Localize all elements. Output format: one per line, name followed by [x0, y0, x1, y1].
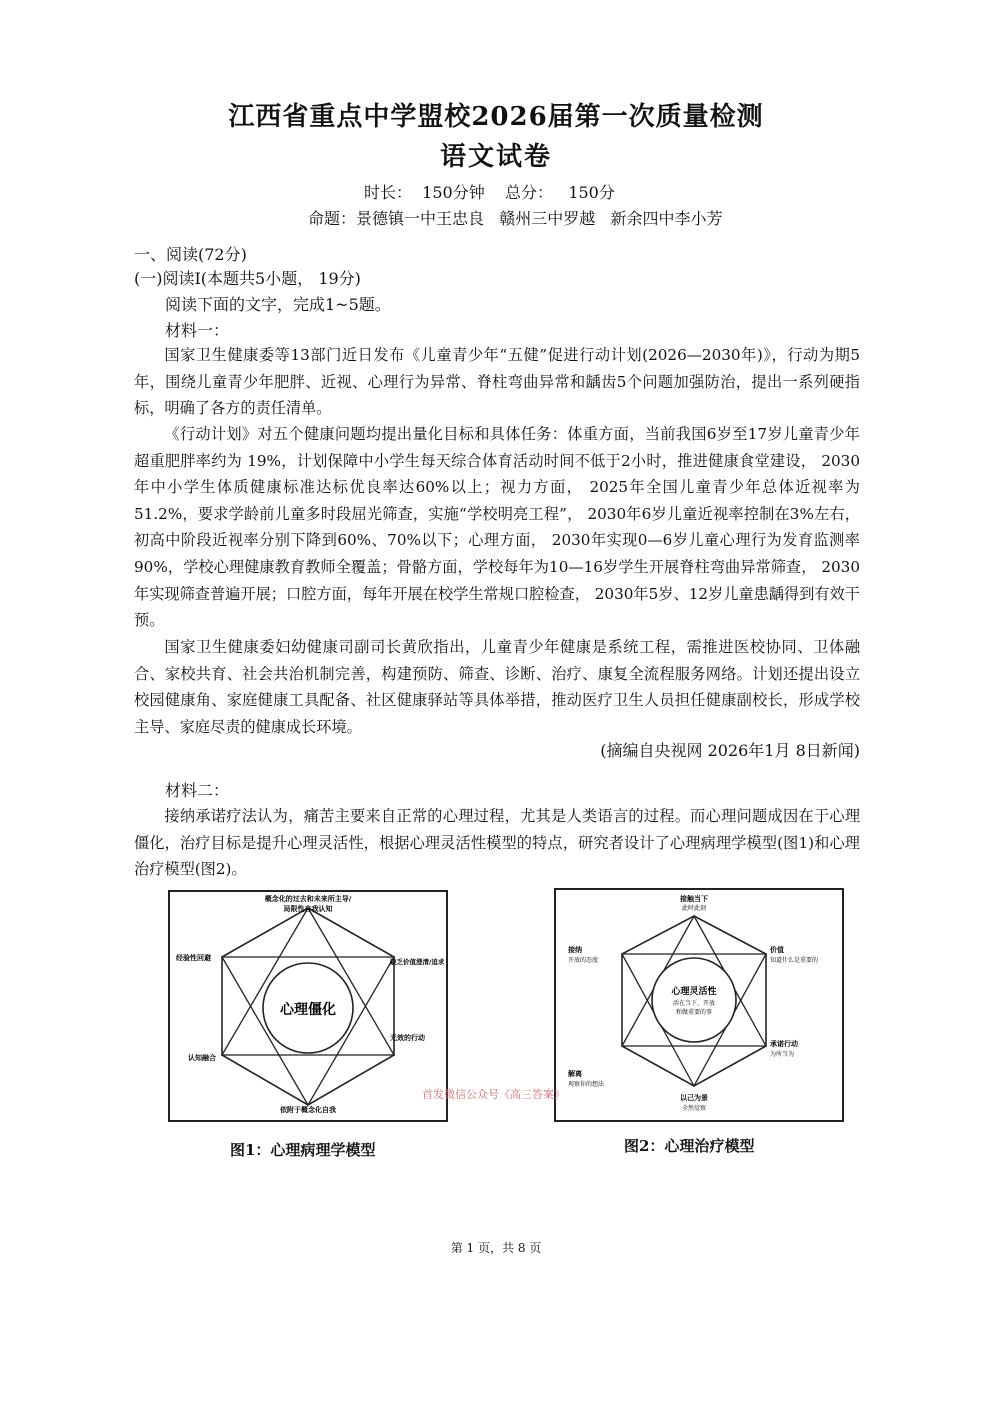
material-1-paragraph-1: 国家卫生健康委等13部门近日发布《儿童青少年“五健”促进行动计划(2026—2030年)》，行动为期5年，围绕儿童青少年肥胖、近视、心理行为异常、脊柱弯曲异常和龋齿5个问题加强防治，提出一系列硬指标，明确了各方的责任清单。 — [134, 346, 860, 418]
figure-2-caption: 图2：心理治疗模型 — [624, 1137, 755, 1155]
exam-duration: 时长： 150分钟 总分： 150分 — [364, 183, 615, 202]
figure-2-bottom-title: 以己为景 — [680, 1094, 708, 1102]
figure-1-top-label-2: 局限性自我认知 — [283, 905, 333, 913]
exam-authors: 命题：景德镇一中王忠良 赣州三中罗越 新余四中李小芳 — [308, 209, 723, 228]
figure-1-top-label-1: 概念化的过去和未来所主导/ — [264, 895, 352, 903]
figure-2-top-title: 接触当下 — [680, 895, 708, 903]
figure-1-caption: 图1：心理病理学模型 — [230, 1141, 376, 1159]
figure-2-bottom-sub: 全然觉察 — [681, 1105, 707, 1112]
material-1-source: (摘编自央视网 2026年1月 8日新闻) — [600, 741, 860, 760]
material-1-label: 材料一： — [165, 321, 230, 340]
figure-2-lower-left-title: 解离 — [568, 1070, 582, 1078]
figure-2-lower-right-sub: 为所当为 — [770, 1051, 795, 1058]
figure-1-upper-left-label: 经验性回避 — [176, 954, 211, 962]
figure-1-bottom-label: 依附于概念化自我 — [280, 1106, 336, 1114]
sub-section-heading: (一)阅读Ⅰ(本题共5小题， 19分) — [134, 269, 361, 288]
figure-2-upper-left-sub: 开放的态度 — [568, 957, 599, 964]
figure-2-upper-right-sub: 知道什么是重要的 — [770, 957, 819, 964]
figure-2-center-line-1: 活在当下，开放 — [672, 1000, 716, 1007]
figure-2-lower-right-title: 承诺行动 — [770, 1040, 798, 1048]
material-1-paragraph-3: 国家卫生健康委妇幼健康司副司长黄欣指出，儿童青少年健康是系统工程，需推进医校协同、卫体融合、家校共育、社会共治机制完善，构建预防、筛查、诊断、治疗、康复全流程服务网络。计划还提出设立校园健康角、家庭健康工具配备、社区健康驿站等具体举措，推动医疗卫生人员担任健康副校长，形成学校主导、家庭尽责的健康成长环境。 — [134, 638, 860, 736]
material-2-label: 材料二： — [165, 781, 230, 800]
figure-2-upper-left-title: 接纳 — [568, 946, 582, 954]
figure-2-top-sub: 此时此刻 — [681, 905, 707, 912]
page-footer: 第 1 页，共 8 页 — [450, 1241, 542, 1255]
section-heading: 一、阅读(72分) — [134, 245, 247, 264]
figure-2-upper-right-title: 价值 — [770, 946, 784, 954]
figure-2-center-line-2: 和做重要的事 — [675, 1009, 713, 1016]
figure-1-center-label: 心理僵化 — [280, 1002, 336, 1018]
figure-1-diagram — [168, 890, 448, 1122]
exam-subject: 语文试卷 — [439, 142, 552, 172]
material-1-paragraph-2: 《行动计划》对五个健康问题均提出量化目标和具体任务：体重方面，当前我国6岁至17岁儿童青少年超重肥胖率约为 19%，计划保障中小学生每天综合体育活动时间不低于2小时，推进健康食堂建设， 2030年中小学生体质健康标准达标优良率达60%以上；视力方面， 2025年全国儿童青少年总体近视率为51.2%，要求学龄前儿童多时段屈光筛查，实施“学校明亮工程”， 2030年6岁儿童近视率控制在3%左右，初高中阶段近视率分别下降到60%、70%以下；心理方面， 2030年实现0—6岁儿童心理行为发育监测率90%，学校心理健康教育教师全覆盖；骨骼方面，学校每年为10—16岁学生开展脊柱弯曲异常筛查， 2030年实现筛查普遍开展；口腔方面，每年开展在校学生常规口腔检查， 2030年5岁、12岁儿童患龋得到有效干预。 — [134, 425, 860, 630]
material-2-paragraph-1: 接纳承诺疗法认为，痛苦主要来自正常的心理过程，尤其是人类语言的过程。而心理问题成因在于心理僵化，治疗目标是提升心理灵活性，根据心理灵活性模型的特点，研究者设计了心理病理学模型(图1)和心理治疗模型(图2)。 — [134, 807, 860, 879]
watermark-text: 首发微信公众号《高三答案》 — [422, 1088, 565, 1101]
exam-title: 江西省重点中学盟校2026届第一次质量检测 — [228, 102, 764, 132]
figure-1-lower-right-label: 无效的行动 — [390, 1034, 425, 1042]
reading-instruction: 阅读下面的文字，完成1~5题。 — [165, 295, 391, 314]
figure-2-diagram — [554, 888, 844, 1122]
figure-2-center-title: 心理灵活性 — [671, 987, 717, 997]
figure-1-upper-right-label: 缺乏价值澄清/追求 — [390, 958, 445, 966]
figure-1-lower-left-label: 认知融合 — [188, 1054, 216, 1062]
figure-2-lower-left-sub: 观察你的想法 — [568, 1081, 605, 1088]
